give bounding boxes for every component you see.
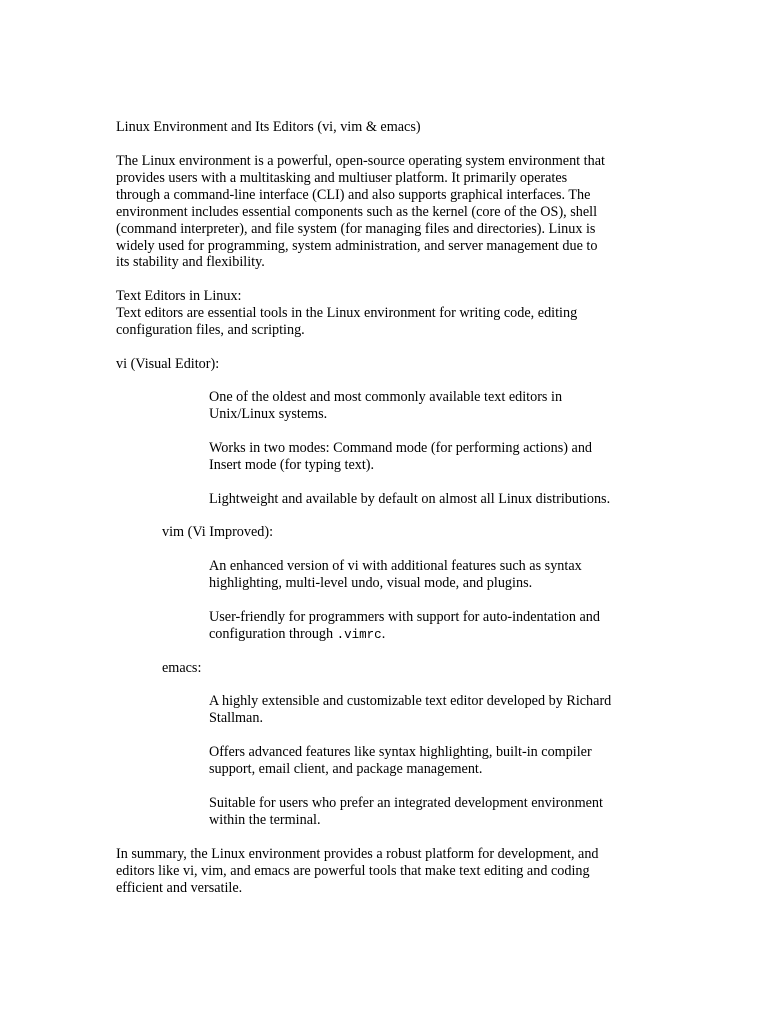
paragraph-line: through a command-line interface (CLI) and also supports graphical interfaces. The	[116, 186, 591, 203]
vi-point: Lightweight and available by default on almost all Linux distributions.	[209, 491, 611, 507]
vim-point: User-friendly for programmers with support for auto-indentation and configuration through .vimrc.	[209, 609, 600, 642]
paragraph-line: efficient and versatile.	[116, 879, 243, 896]
paragraph-line: provides users with a multitasking and multiuser platform. It primarily operates	[116, 169, 568, 186]
paragraph-line: configuration files, and scripting.	[116, 321, 305, 338]
intro-paragraph	[116, 153, 656, 271]
section-heading: Text Editors in Linux:	[116, 288, 242, 304]
paragraph-line: Text editors are essential tools in the Linux environment for writing code, editing	[116, 304, 578, 321]
paragraph-line: editors like vi, vim, and emacs are powerful tools that make text editing and coding	[116, 862, 590, 879]
emacs-point: Suitable for users who prefer an integrated development environment within the terminal.	[209, 795, 603, 828]
emacs-heading: emacs:	[162, 660, 202, 676]
document-title: Linux Environment and Its Editors (vi, vim & emacs)	[116, 119, 421, 135]
vi-heading: vi (Visual Editor):	[116, 356, 220, 372]
summary-paragraph	[116, 846, 656, 897]
vi-point: Works in two modes: Command mode (for performing actions) and Insert mode (for typing text).	[209, 440, 593, 473]
vi-point: One of the oldest and most commonly available text editors in Unix/Linux systems.	[209, 389, 563, 422]
paragraph-line: (command interpreter), and file system (for managing files and directories). Linux is	[116, 220, 596, 237]
vim-heading: vim (Vi Improved):	[162, 524, 274, 540]
paragraph-line: The Linux environment is a powerful, open-source operating system environment that	[116, 153, 605, 169]
emacs-point: A highly extensible and customizable text editor developed by Richard Stallman.	[209, 693, 612, 726]
paragraph-line: its stability and flexibility.	[116, 254, 265, 271]
vim-point: An enhanced version of vi with additional features such as syntax highlighting, multi-level undo, visual mode, and plugins.	[209, 558, 582, 591]
text-editors-section	[116, 288, 656, 339]
paragraph-line: environment includes essential components such as the kernel (core of the OS), shell	[116, 203, 598, 220]
vimrc-code: .vimrc	[336, 627, 382, 642]
emacs-point: Offers advanced features like syntax highlighting, built-in compiler support, email client, and package management.	[209, 744, 592, 777]
paragraph-line: widely used for programming, system administration, and server management due to	[116, 237, 598, 254]
paragraph-line: In summary, the Linux environment provides a robust platform for development, and	[116, 846, 599, 862]
